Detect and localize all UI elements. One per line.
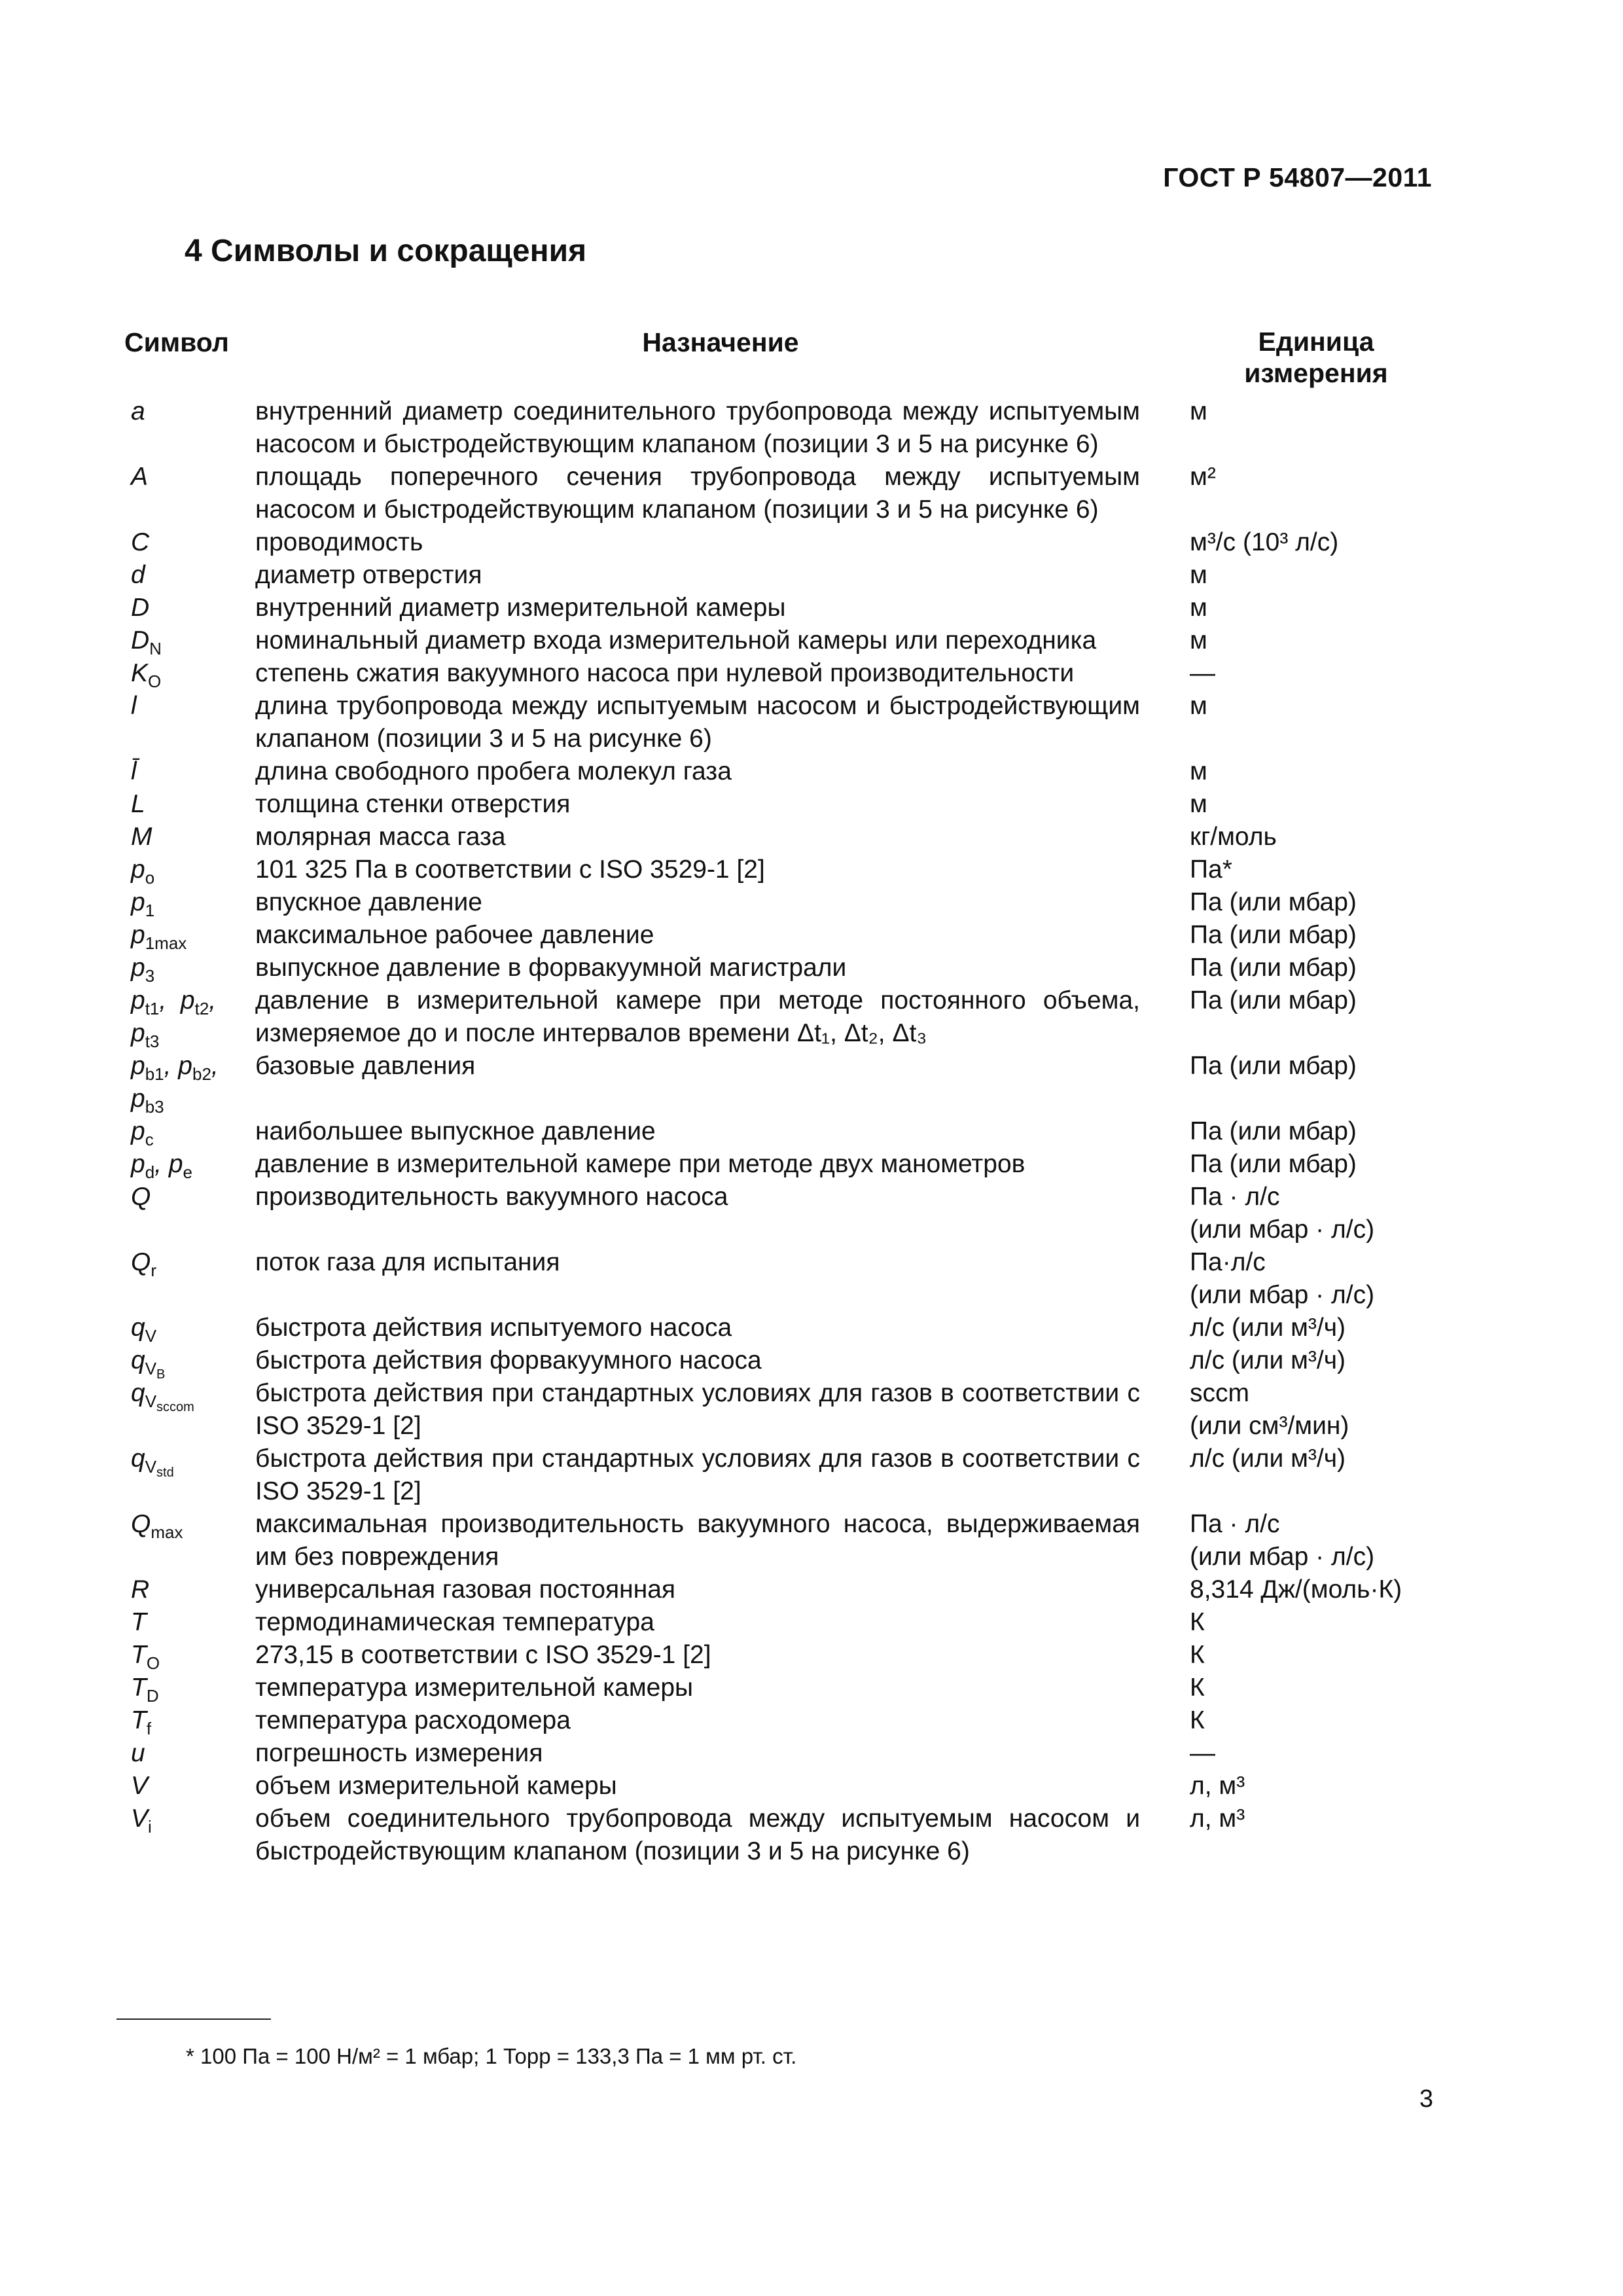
unit-cell: К: [1190, 1674, 1205, 1702]
unit-cell: Па (или мбар): [1190, 888, 1357, 916]
purpose-cell: базовые давления: [255, 1052, 476, 1080]
symbol-cell: d: [131, 561, 145, 589]
table-row: [124, 1573, 1446, 1606]
unit-cell: Па (или мбар): [1190, 1150, 1357, 1178]
unit-cell: м: [1190, 790, 1207, 818]
purpose-cell: наибольшее выпускное давление: [255, 1117, 656, 1145]
footnote-divider: [116, 2018, 271, 2020]
symbol-cell: R: [131, 1575, 150, 1604]
unit-line: sccm: [1190, 1379, 1249, 1407]
table-row: [124, 788, 1446, 821]
table-row: [124, 1508, 1446, 1573]
unit-cell: м: [1190, 757, 1207, 785]
unit-cell: [1186, 1181, 1446, 1246]
symbol-cell: $p_{b1}$, $p_{b2}$, $p_{b3}$: [131, 1052, 219, 1117]
purpose-cell: длина трубопровода между испытуемым насосом и быстродействующим клапаном (позиции 3 и 5 на рисунке 6): [255, 692, 1140, 753]
section-title: 4 Символы и сокращения: [185, 234, 587, 268]
table-row: [124, 821, 1446, 853]
unit-cell: Па (или мбар): [1190, 1052, 1357, 1080]
table-row: [124, 1312, 1446, 1344]
unit-line: (или мбар · л/с): [1190, 1281, 1375, 1309]
symbol-cell: $p_d$, $p_e$: [131, 1150, 193, 1182]
unit-cell: К: [1190, 1608, 1205, 1636]
purpose-cell: термодинамическая температура: [255, 1608, 654, 1636]
symbol-cell: A: [131, 463, 149, 491]
table-row: [124, 690, 1446, 755]
unit-cell: Па (или мбар): [1190, 954, 1357, 982]
unit-cell: м: [1190, 626, 1207, 655]
table-row: [124, 657, 1446, 690]
purpose-cell: внутренний диаметр измерительной камеры: [255, 594, 786, 622]
unit-line: Па · л/с: [1190, 1183, 1280, 1211]
unit-cell: К: [1190, 1706, 1205, 1734]
purpose-cell: 101 325 Па в соответствии с ISO 3529-1 [2]: [255, 855, 765, 884]
table-row: [124, 1770, 1446, 1803]
purpose-cell: 273,15 в соответствии с ISO 3529-1 [2]: [255, 1641, 711, 1669]
unit-line: (или мбар · л/с): [1190, 1543, 1375, 1571]
table-row: [124, 952, 1446, 984]
table-row: [124, 1606, 1446, 1639]
symbol-cell: $K_O$: [131, 659, 162, 691]
purpose-cell: давление в измерительной камере при методе двух манометров: [255, 1150, 1026, 1178]
purpose-cell: быстрота действия форвакуумного насоса: [255, 1346, 762, 1374]
purpose-cell: максимальное рабочее давление: [255, 921, 654, 949]
purpose-cell: впускное давление: [255, 888, 482, 916]
table-row: [124, 592, 1446, 624]
symbol-cell: l: [131, 692, 137, 720]
unit-line: Па·л/с: [1190, 1248, 1266, 1276]
table-row: [124, 1704, 1446, 1737]
table-row: [124, 1115, 1446, 1148]
header-purpose: Назначение: [642, 327, 799, 357]
symbol-cell: M: [131, 823, 152, 851]
symbols-table: [124, 326, 1446, 1868]
purpose-cell: объем измерительной камеры: [255, 1772, 617, 1800]
symbol-cell: T: [131, 1608, 147, 1636]
purpose-cell: проводимость: [255, 528, 423, 556]
purpose-cell: выпускное давление в форвакуумной магистрали: [255, 954, 847, 982]
table-row: [124, 919, 1446, 952]
unit-line: (или мбар · л/с): [1190, 1215, 1375, 1244]
purpose-cell: давление в измерительной камере при методе постоянного объема, измеряемое до и после интервалов времени Δt₁, Δt₂, Δt₃: [255, 986, 1140, 1047]
purpose-cell: номинальный диаметр входа измерительной камеры или переходника: [255, 626, 1097, 655]
table-row: [124, 395, 1446, 461]
purpose-cell: длина свободного пробега молекул газа: [255, 757, 732, 785]
symbol-cell: $p_{t1}$, $p_{t2}$, $p_{t3}$: [131, 986, 217, 1051]
purpose-cell: быстрота действия испытуемого насоса: [255, 1314, 732, 1342]
table-row: [124, 1443, 1446, 1508]
unit-cell: [1186, 1377, 1446, 1443]
purpose-cell: погрешность измерения: [255, 1739, 543, 1767]
unit-cell: л, м³: [1190, 1772, 1245, 1800]
symbol-cell: Q: [131, 1183, 151, 1211]
unit-line: (или см³/мин): [1190, 1412, 1349, 1440]
symbol-cell: l̄: [131, 757, 137, 785]
unit-cell: л/с (или м³/ч): [1190, 1314, 1346, 1342]
unit-cell: Па (или мбар): [1190, 1117, 1357, 1145]
unit-cell: [1186, 1246, 1446, 1312]
unit-cell: Па*: [1190, 855, 1232, 884]
symbol-cell: $D_N$: [131, 626, 162, 658]
page-number: 3: [1419, 2085, 1433, 2113]
symbol-cell: $T_O$: [131, 1641, 160, 1673]
purpose-cell: диаметр отверстия: [255, 561, 482, 589]
header-unit: [1186, 326, 1446, 395]
table-row: [124, 1344, 1446, 1377]
unit-cell: Па (или мбар): [1190, 921, 1357, 949]
symbol-cell: L: [131, 790, 145, 818]
table-row: [124, 853, 1446, 886]
symbol-cell: $q_V$: [131, 1314, 157, 1346]
table-row: [124, 1246, 1446, 1312]
table-row: [124, 1181, 1446, 1246]
table-row: [124, 461, 1446, 526]
purpose-cell: объем соединительного трубопровода между испытуемым насосом и быстродействующим клапаном (позиции 3 и 5 на рисунке 6): [255, 1804, 1140, 1865]
symbol-cell: $p_o$: [131, 855, 155, 888]
table-row: [124, 1050, 1446, 1115]
symbol-cell: V: [131, 1772, 149, 1800]
table-row: [124, 1672, 1446, 1704]
symbol-cell: D: [131, 594, 150, 622]
symbol-cell: $p_{1max}$: [131, 921, 187, 953]
table-header-row: [124, 326, 1446, 395]
symbol-cell: C: [131, 528, 150, 556]
purpose-cell: внутренний диаметр соединительного трубопровода между испытуемым насосом и быстродействующим клапаном (позиции 3 и 5 на рисунке 6): [255, 397, 1140, 458]
unit-cell: Па (или мбар): [1190, 986, 1357, 1014]
symbol-cell: $V_i$: [131, 1804, 152, 1837]
unit-cell: —: [1190, 659, 1215, 687]
unit-cell: м: [1190, 561, 1207, 589]
purpose-cell: температура расходомера: [255, 1706, 571, 1734]
symbol-cell: $p_c$: [131, 1117, 154, 1149]
purpose-cell: степень сжатия вакуумного насоса при нулевой производительности: [255, 659, 1075, 687]
table-row: [124, 755, 1446, 788]
purpose-cell: площадь поперечного сечения трубопровода между испытуемым насосом и быстродействующим клапаном (позиции 3 и 5 на рисунке 6): [255, 463, 1140, 524]
header-unit-line1: Единица: [1258, 327, 1374, 357]
symbol-cell: $q_{V_{sccom}}$: [131, 1379, 194, 1414]
header-symbol: Символ: [124, 327, 229, 357]
table-row: [124, 886, 1446, 919]
symbol-cell: $q_{V_{std}}$: [131, 1444, 174, 1480]
unit-cell: л/с (или м³/ч): [1190, 1444, 1346, 1473]
symbol-cell: $p_3$: [131, 954, 155, 986]
unit-cell: м²: [1190, 463, 1216, 491]
unit-cell: [1186, 1508, 1446, 1573]
table-row: [124, 1639, 1446, 1672]
symbol-cell: $Q_{max}$: [131, 1510, 183, 1542]
symbol-cell: $q_{V_B}$: [131, 1346, 166, 1382]
purpose-cell: максимальная производительность вакуумного насоса, выдерживаемая им без повреждения: [255, 1510, 1140, 1571]
purpose-cell: производительность вакуумного насоса: [255, 1183, 728, 1211]
purpose-cell: молярная масса газа: [255, 823, 506, 851]
symbol-cell: $T_f$: [131, 1706, 152, 1738]
unit-cell: м: [1190, 692, 1207, 720]
table-row: [124, 1737, 1446, 1770]
table-row: [124, 984, 1446, 1050]
standard-header: ГОСТ Р 54807—2011: [1163, 162, 1432, 192]
unit-cell: —: [1190, 1739, 1215, 1767]
symbol-cell: $p_1$: [131, 888, 155, 920]
unit-cell: м: [1190, 594, 1207, 622]
header-unit-line2: измерения: [1244, 358, 1388, 388]
footnote: * 100 Па = 100 Н/м² = 1 мбар; 1 Торр = 133,3 Па = 1 мм рт. ст.: [186, 2044, 797, 2068]
table-row: [124, 1377, 1446, 1443]
unit-cell: л/с (или м³/ч): [1190, 1346, 1346, 1374]
unit-cell: м³/с (10³ л/с): [1190, 528, 1339, 556]
purpose-cell: поток газа для испытания: [255, 1248, 560, 1276]
symbol-cell: u: [131, 1739, 145, 1767]
purpose-cell: быстрота действия при стандартных условиях для газов в соответствии с ISO 3529-1 [2]: [255, 1379, 1140, 1440]
symbol-cell: $Q_r$: [131, 1248, 157, 1280]
unit-cell: К: [1190, 1641, 1205, 1669]
purpose-cell: быстрота действия при стандартных условиях для газов в соответствии с ISO 3529-1 [2]: [255, 1444, 1140, 1505]
unit-cell: 8,314 Дж/(моль·К): [1190, 1575, 1402, 1604]
purpose-cell: температура измерительной камеры: [255, 1674, 694, 1702]
unit-line: Па · л/с: [1190, 1510, 1280, 1538]
purpose-cell: универсальная газовая постоянная: [255, 1575, 676, 1604]
purpose-cell: толщина стенки отверстия: [255, 790, 571, 818]
table-row: [124, 559, 1446, 592]
table-row: [124, 526, 1446, 559]
unit-cell: кг/моль: [1190, 823, 1277, 851]
symbol-cell: a: [131, 397, 145, 425]
unit-cell: м: [1190, 397, 1207, 425]
unit-cell: л, м³: [1190, 1804, 1245, 1833]
table-row: [124, 1148, 1446, 1181]
table-row: [124, 1803, 1446, 1868]
table-row: [124, 624, 1446, 657]
symbol-cell: $T_D$: [131, 1674, 159, 1706]
